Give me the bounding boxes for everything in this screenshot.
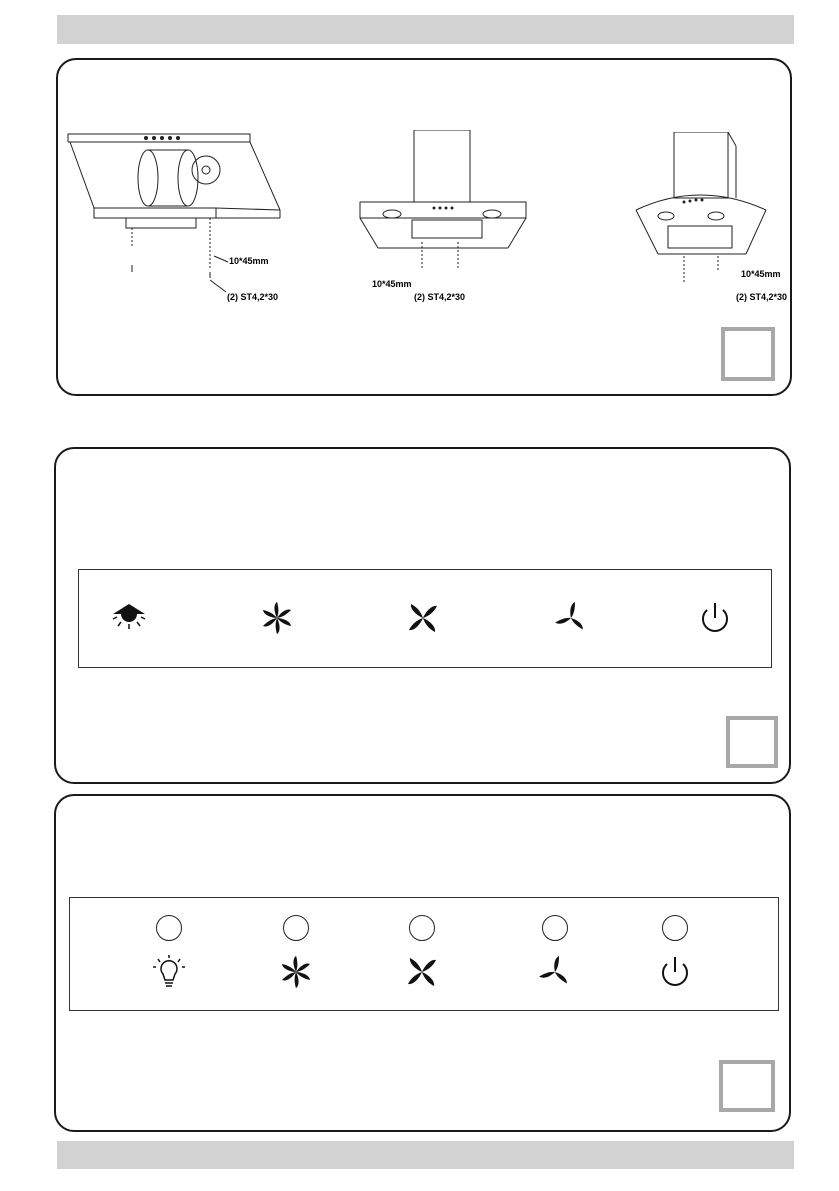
power-icon[interactable] — [697, 600, 733, 636]
fan-speed-2-icon — [404, 954, 440, 990]
power-button[interactable] — [662, 915, 688, 941]
fan-speed-2-icon[interactable] — [405, 600, 441, 636]
hood-center-illustration — [348, 130, 538, 280]
power-icon — [657, 954, 693, 990]
control-panel-a — [78, 569, 772, 668]
control-panel-b — [69, 897, 779, 1011]
control-panel-a-section — [54, 447, 791, 784]
hood-right-illustration — [630, 132, 780, 292]
fan-speed-1-icon[interactable] — [553, 600, 589, 636]
hood-left-screw-count: (2) ST4,2*30 — [227, 292, 279, 302]
hood-center-screw-size: 10*45mm — [372, 279, 412, 289]
light-bulb-icon — [151, 954, 187, 990]
figure-number-box — [726, 716, 778, 768]
fan-speed-1-button[interactable] — [542, 915, 568, 941]
fan-speed-3-button[interactable] — [283, 915, 309, 941]
fan-speed-2-button[interactable] — [409, 915, 435, 941]
hood-right-screw-count: (2) ST4,2*30 — [736, 292, 788, 302]
installation-panel — [56, 58, 792, 396]
fan-speed-1-icon — [537, 954, 573, 990]
hood-center-screw-count: (2) ST4,2*30 — [414, 292, 466, 302]
figure-number-box — [721, 327, 775, 381]
header-bar — [57, 15, 794, 44]
figure-number-box — [719, 1060, 775, 1112]
hood-right-screw-size: 10*45mm — [741, 269, 781, 279]
hood-left-illustration — [66, 130, 336, 350]
hood-left-screw-size: 10*45mm — [229, 256, 269, 266]
footer-bar — [57, 1141, 794, 1169]
light-hood-icon[interactable] — [111, 602, 147, 634]
fan-speed-3-icon[interactable] — [259, 600, 295, 636]
control-panel-b-section — [54, 794, 791, 1132]
fan-speed-3-icon — [278, 954, 314, 990]
light-button[interactable] — [156, 915, 182, 941]
